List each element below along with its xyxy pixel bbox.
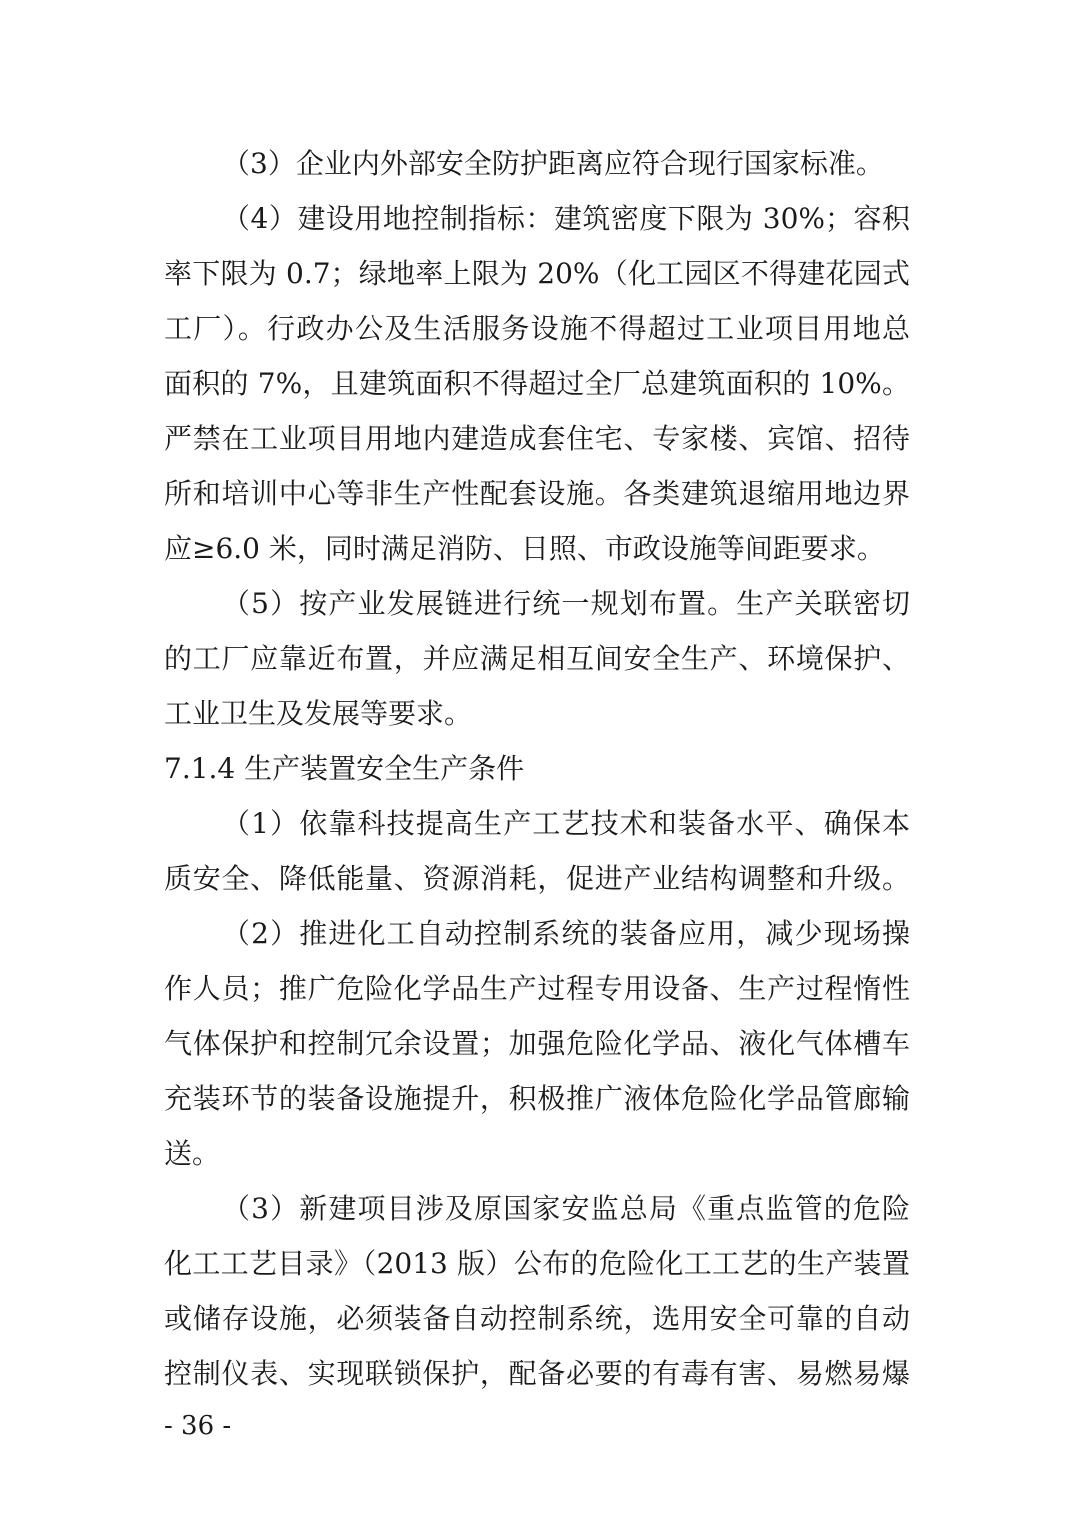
paragraph-line: （2）推进化工自动控制系统的装备应用，减少现场操 xyxy=(222,917,910,950)
paragraph-line: （3）企业内外部安全防护距离应符合现行国家标准。 xyxy=(222,147,884,180)
paragraph-line: 气体保护和控制冗余设置；加强危险化学品、液化气体槽车 xyxy=(164,1027,910,1060)
paragraph-line: 的工厂应靠近布置，并应满足相互间安全生产、环境保护、 xyxy=(164,642,910,675)
paragraph-line: 所和培训中心等非生产性配套设施。各类建筑退缩用地边界 xyxy=(164,477,910,510)
paragraph-line: （3）新建项目涉及原国家安监总局《重点监管的危险 xyxy=(222,1192,910,1225)
paragraph-line: 质安全、降低能量、资源消耗，促进产业结构调整和升级。 xyxy=(164,862,910,895)
paragraph-line: 严禁在工业项目用地内建造成套住宅、专家楼、宾馆、招待 xyxy=(164,422,910,455)
paragraph-line: 送。 xyxy=(164,1137,221,1170)
paragraph-line: 作人员；推广危险化学品生产过程专用设备、生产过程惰性 xyxy=(164,972,910,1005)
paragraph-line: 充装环节的装备设施提升，积极推广液体危险化学品管廊输 xyxy=(164,1082,910,1115)
section-heading: 7.1.4 生产装置安全生产条件 xyxy=(164,752,525,785)
paragraph-line: 控制仪表、实现联锁保护，配备必要的有毒有害、易燃易爆 xyxy=(164,1357,910,1390)
paragraph-line: 化工工艺目录》（2013 版）公布的危险化工工艺的生产装置 xyxy=(164,1247,910,1280)
paragraph-line: 工业卫生及发展等要求。 xyxy=(164,697,473,730)
paragraph-line: （5）按产业发展链进行统一规划布置。生产关联密切 xyxy=(222,587,910,620)
paragraph-line: 工厂）。行政办公及生活服务设施不得超过工业项目用地总 xyxy=(164,312,910,345)
paragraph-line: 面积的 7%，且建筑面积不得超过全厂总建筑面积的 10%。 xyxy=(164,367,910,400)
paragraph-line: 率下限为 0.7；绿地率上限为 20%（化工园区不得建花园式 xyxy=(164,257,910,290)
paragraph-line: （1）依靠科技提高生产工艺技术和装备水平、确保本 xyxy=(222,807,910,840)
paragraph-line: （4）建设用地控制指标：建筑密度下限为 30%；容积 xyxy=(222,202,910,235)
paragraph-line: 应≥6.0 米，同时满足消防、日照、市政设施等间距要求。 xyxy=(164,532,885,565)
page-number: - 36 - xyxy=(164,1411,232,1441)
paragraph-line: 或储存设施，必须装备自动控制系统，选用安全可靠的自动 xyxy=(164,1302,910,1335)
